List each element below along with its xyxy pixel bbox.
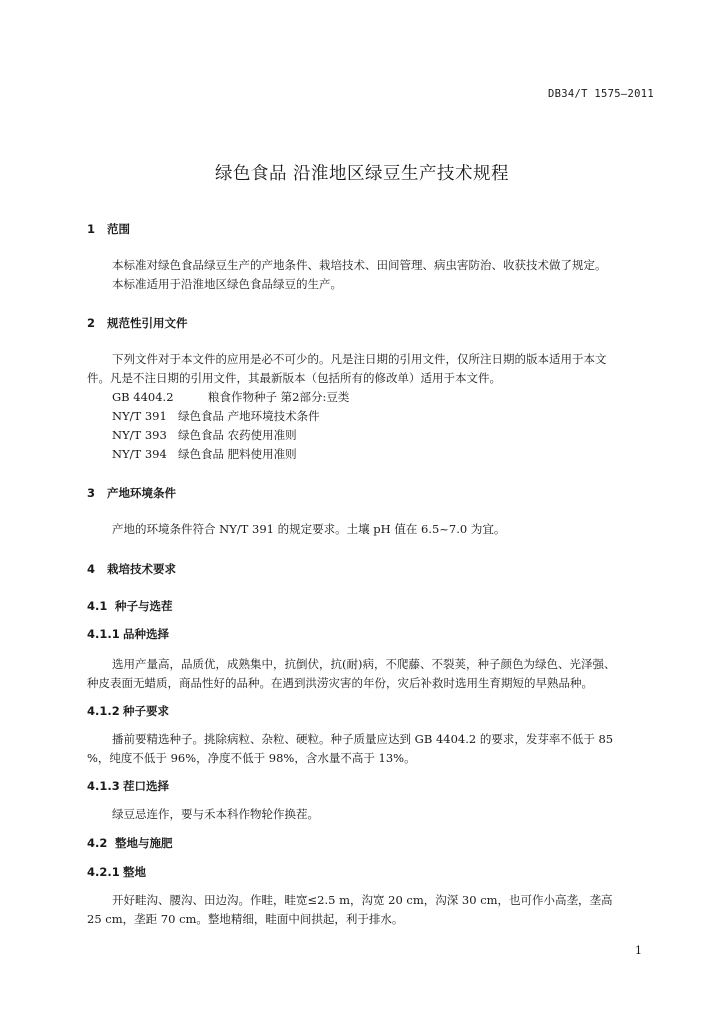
section-heading-4-1-3 xyxy=(87,778,169,794)
page-title: 绿色食品 沿淮地区绿豆生产技术规程 xyxy=(214,164,510,184)
paragraph: 种皮表面无蜡质，商品性好的品种。在遇到洪涝灾害的年份，灾后补救时选用生育期短的早熟品种。 xyxy=(87,676,593,690)
section-number: 4.2 xyxy=(87,836,108,850)
section-heading-4-1-2 xyxy=(87,703,169,719)
section-heading-4-2 xyxy=(87,835,173,851)
section-title: 种子与选茬 xyxy=(115,599,173,613)
section-number: 1 xyxy=(87,222,96,236)
section-number: 4.1 xyxy=(87,599,108,613)
paragraph: 播前要精选种子。挑除病粒、杂粒、硬粒。种子质量应达到 GB 4404.2 的要求，发芽率不低于 85 xyxy=(112,732,614,746)
document-id: DB34/T 1575—2011 xyxy=(548,88,654,100)
reference-title: 绿色食品 产地环境技术条件 xyxy=(178,409,320,423)
section-title: 品种选择 xyxy=(123,627,169,641)
paragraph: %，纯度不低于 96%，净度不低于 98%，含水量不高于 13%。 xyxy=(87,751,416,765)
section-number: 4 xyxy=(87,562,96,576)
reference-code: NY/T 391 xyxy=(112,409,167,423)
paragraph: 件。凡是不注日期的引用文件，其最新版本（包括所有的修改单）适用于本文件。 xyxy=(87,371,501,385)
section-title: 种子要求 xyxy=(123,704,169,718)
section-heading-4-1 xyxy=(87,598,173,614)
section-title: 整地 xyxy=(123,865,146,879)
section-heading-1 xyxy=(87,221,130,237)
section-heading-2 xyxy=(87,315,188,331)
section-number: 4.2.1 xyxy=(87,865,120,879)
section-heading-4-1-1 xyxy=(87,626,169,642)
section-number: 2 xyxy=(87,316,96,330)
section-title: 整地与施肥 xyxy=(115,836,173,850)
paragraph: 产地的环境条件符合 NY/T 391 的规定要求。土壤 pH 值在 6.5~7.0 为宜。 xyxy=(112,522,506,536)
reference-code: GB 4404.2 xyxy=(112,390,174,404)
reference-item xyxy=(112,388,349,407)
reference-item xyxy=(112,445,297,464)
reference-title: 绿色食品 肥料使用准则 xyxy=(178,447,297,461)
paragraph: 25 cm，垄距 70 cm。整地精细，畦面中间拱起，利于排水。 xyxy=(87,912,404,926)
section-heading-4 xyxy=(87,561,176,577)
section-title: 范围 xyxy=(107,222,130,236)
section-number: 3 xyxy=(87,486,96,500)
reference-title: 粮食作物种子 第2部分:豆类 xyxy=(208,390,350,404)
section-number: 4.1.3 xyxy=(87,779,120,793)
section-title: 产地环境条件 xyxy=(107,486,176,500)
paragraph: 下列文件对于本文件的应用是必不可少的。凡是注日期的引用文件，仅所注日期的版本适用于本文 xyxy=(112,352,607,366)
paragraph: 本标准对绿色食品绿豆生产的产地条件、栽培技术、田间管理、病虫害防治、收获技术做了规定。 xyxy=(112,258,607,272)
reference-title: 绿色食品 农药使用准则 xyxy=(178,428,297,442)
section-number: 4.1.2 xyxy=(87,704,120,718)
reference-item xyxy=(112,407,320,426)
section-number: 4.1.1 xyxy=(87,627,120,641)
reference-item xyxy=(112,426,297,445)
page-number: 1 xyxy=(635,944,642,957)
section-title: 茬口选择 xyxy=(123,779,169,793)
section-title: 栽培技术要求 xyxy=(107,562,176,576)
section-heading-4-2-1 xyxy=(87,864,146,880)
paragraph: 本标准适用于沿淮地区绿色食品绿豆的生产。 xyxy=(112,277,342,291)
reference-code: NY/T 394 xyxy=(112,447,167,461)
paragraph: 选用产量高，品质优，成熟集中，抗倒伏，抗(耐)病，不爬藤、不裂荚，种子颜色为绿色、光泽强、 xyxy=(112,657,616,671)
reference-code: NY/T 393 xyxy=(112,428,167,442)
paragraph: 绿豆忌连作，要与禾本科作物轮作换茬。 xyxy=(112,807,319,821)
paragraph: 开好畦沟、腰沟、田边沟。作畦，畦宽≤2.5 m，沟宽 20 cm，沟深 30 cm，也可作小高垄，垄高 xyxy=(112,893,613,907)
section-title: 规范性引用文件 xyxy=(107,316,188,330)
section-heading-3 xyxy=(87,485,176,501)
